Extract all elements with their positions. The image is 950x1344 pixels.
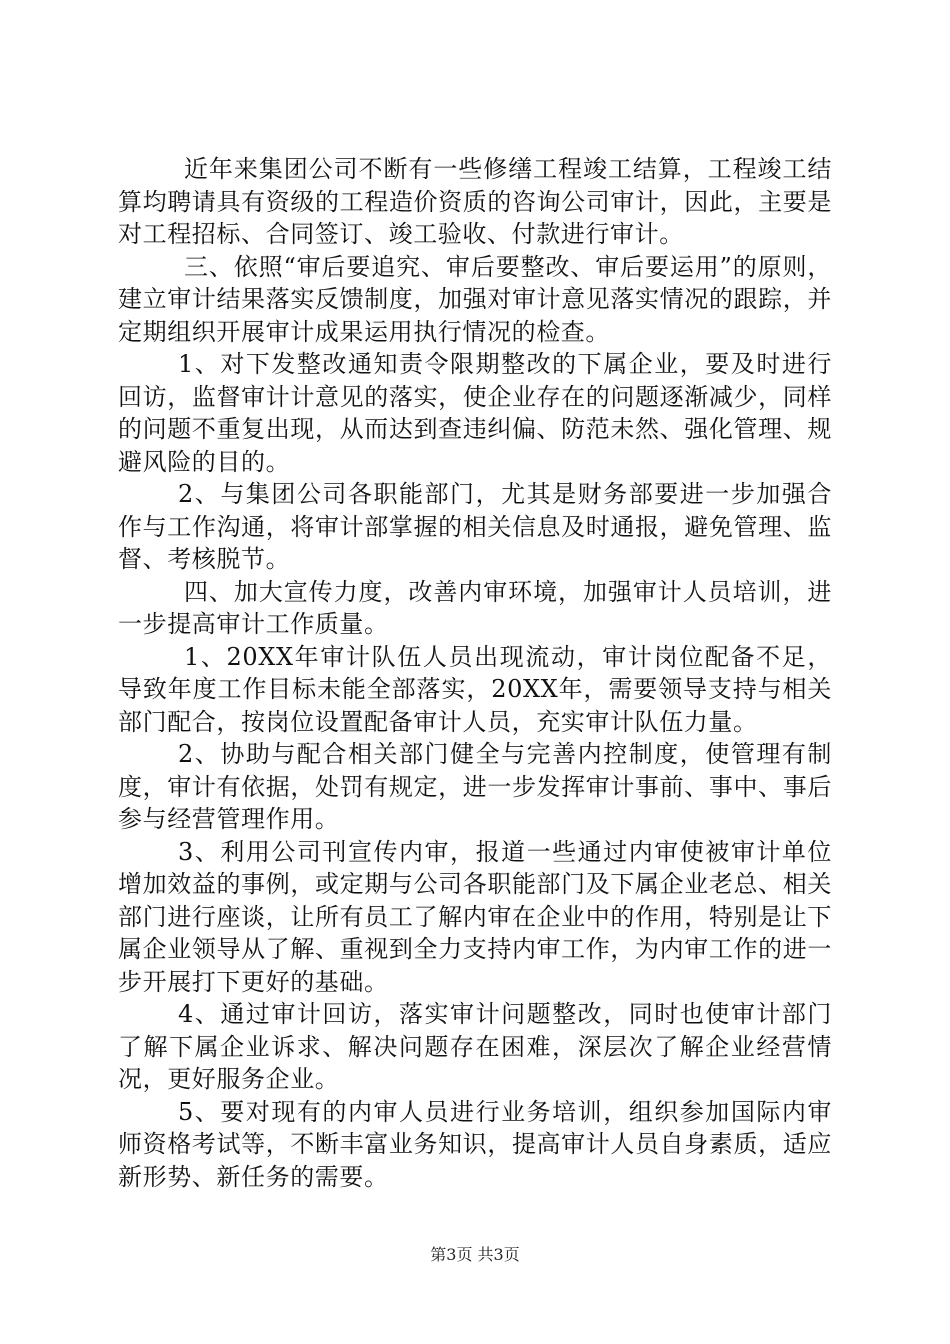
paragraph-item-2-controls: 2、协助与配合相关部门健全与完善内控制度，使管理有制度，审计有依据，处罚有规定，进一步发挥审计事前、事中、事后参与经营管理作用。 <box>118 740 832 833</box>
paragraph-section-three: 三、依照“审后要追究、审后要整改、审后要运用”的原则，建立审计结果落实反馈制度，加强对审计意见落实情况的跟踪，并定期组织开展审计成果运用执行情况的检查。 <box>118 252 832 346</box>
document-body <box>118 153 832 1193</box>
paragraph-intro: 近年来集团公司不断有一些修缮工程竣工结算，工程竣工结算均聘请具有资级的工程造价资质的咨询公司审计，因此，主要是对工程招标、合同签订、竣工验收、付款进行审计。 <box>118 155 832 248</box>
paragraph-item-2-cooperation: 2、与集团公司各职能部门，尤其是财务部要进一步加强合作与工作沟通，将审计部掌握的相关信息及时通报，避免管理、监督、考核脱节。 <box>118 480 832 573</box>
paragraph-item-3-publicity: 3、利用公司刊宣传内审，报道一些通过内审使被审计单位增加效益的事例，或定期与公司各职能部门及下属企业老总、相关部门进行座谈，让所有员工了解内审在企业中的作用，特别是让下属企业领导从了解、重视到全力支持内审工作，为内审工作的进一步开展打下更好的基础。 <box>118 837 832 996</box>
paragraph-item-5-training: 5、要对现有的内审人员进行业务培训，组织参加国际内审师资格考试等，不断丰富业务知识，提高审计人员自身素质，适应新形势、新任务的需要。 <box>118 1097 832 1191</box>
paragraph-section-four: 四、加大宣传力度，改善内审环境，加强审计人员培训，进一步提高审计工作质量。 <box>118 577 832 638</box>
paragraph-item-1-followup: 1、对下发整改通知责令限期整改的下属企业，要及时进行回访，监督审计计意见的落实，使企业存在的问题逐渐减少，同样的问题不重复出现，从而达到查违纠偏、防范未然、强化管理、规避风险的目的。 <box>118 350 832 476</box>
paragraph-item-4-revisit: 4、通过审计回访，落实审计问题整改，同时也使审计部门了解下属企业诉求、解决问题存在困难，深层次了解企业经营情况，更好服务企业。 <box>118 1000 832 1093</box>
page-footer: 第3页 共3页 <box>430 1245 520 1264</box>
paragraph-item-1-staffing: 1、20XX年审计队伍人员出现流动，审计岗位配备不足，导致年度工作目标未能全部落实，20XX年，需要领导支持与相关部门配合，按岗位设置配备审计人员，充实审计队伍力量。 <box>118 642 832 736</box>
